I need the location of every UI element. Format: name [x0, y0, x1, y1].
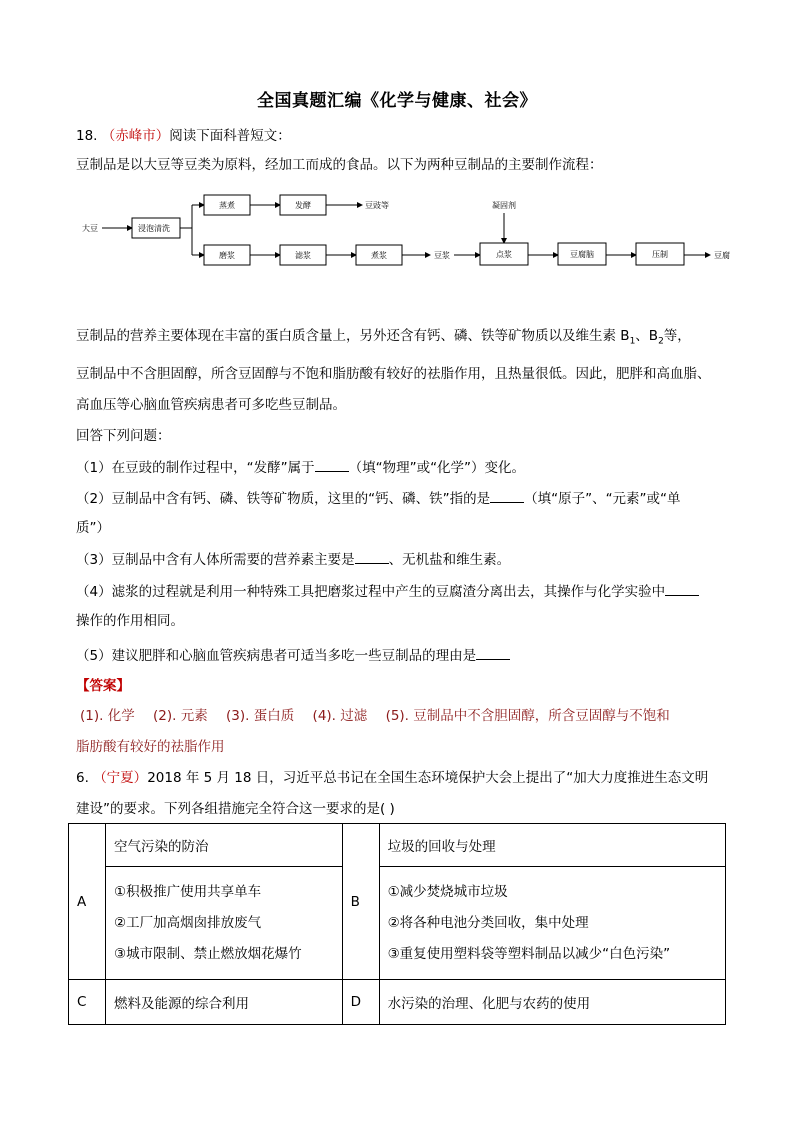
flow-step1: 浸泡清洗	[138, 224, 170, 233]
q18-intro: 阅读下面科普短文：	[169, 128, 291, 144]
option-c-heading: 燃料及能源的综合利用	[106, 980, 343, 1025]
q18-para2-text: 、B	[635, 328, 659, 344]
flow-r-c: 压制	[652, 250, 668, 259]
q18-para2-text: 豆制品的营养主要体现在丰富的蛋白质含量上，另外还含有钙、磷、铁等矿物质以及维生素 B	[76, 328, 630, 344]
answer-heading: 【答案】	[76, 678, 130, 694]
answer-blank[interactable]	[665, 581, 699, 596]
q18-sub3-text: （3）豆制品中含有人体所需要的营养素主要是	[76, 552, 355, 568]
flow-coagulant: 凝固剂	[492, 201, 516, 210]
q18-answer-prompt: 回答下列问题：	[76, 428, 171, 444]
option-b-items	[379, 867, 725, 980]
option-letter-c[interactable]: C	[69, 980, 106, 1025]
flow-top-a: 蒸煮	[219, 201, 235, 210]
option-letter-b[interactable]: B	[342, 824, 379, 980]
option-letter-d[interactable]: D	[342, 980, 379, 1025]
q18-para2-text: 等，	[663, 328, 691, 344]
flow-r-end: 豆腐	[714, 251, 730, 260]
q18-para1: 豆制品是以大豆等豆类为原料，经加工而成的食品。以下为两种豆制品的主要制作流程：	[76, 157, 603, 173]
answer-blank[interactable]	[315, 457, 349, 472]
option-b-item: ③重复使用塑料袋等塑料制品以减少“白色污染”	[387, 945, 671, 962]
option-b-item: ②将各种电池分类回收，集中处理	[387, 914, 589, 931]
option-a-item: ②工厂加高烟囱排放废气	[114, 914, 262, 931]
flow-r-b: 豆腐脑	[570, 250, 594, 259]
q6-number: 6.	[76, 770, 89, 786]
q18-sub2	[76, 488, 726, 509]
option-d-heading: 水污染的治理、化肥与农药的使用	[379, 980, 725, 1025]
flow-r-a: 点浆	[496, 250, 512, 259]
answer-line	[76, 706, 726, 726]
subscript-1: 1	[629, 336, 636, 347]
q18-sub1	[76, 457, 726, 478]
q6-line1	[76, 768, 726, 788]
q18-para2	[76, 326, 726, 352]
q18-source: （赤峰市）	[101, 128, 170, 144]
q18-header	[76, 126, 726, 146]
q18-sub2-text: （2）豆制品中含有钙、磷、铁等矿物质，这里的“钙、磷、铁”指的是	[76, 491, 491, 507]
q18-sub4-cont: 操作的作用相同。	[76, 613, 184, 629]
q18-para3: 豆制品中不含胆固醇，所含豆固醇与不饱和脂肪酸有较好的祛脂作用，且热量很低。因此，肥胖和高血脂、	[76, 366, 711, 382]
answer-blank[interactable]	[490, 488, 524, 503]
answer-blank[interactable]	[476, 645, 510, 660]
flow-bot-a: 磨浆	[219, 251, 235, 260]
answer-blank[interactable]	[355, 549, 389, 564]
option-a-item: ①积极推广使用共享单车	[114, 883, 262, 900]
option-a-items	[106, 867, 343, 980]
option-a-item: ③城市限制、禁止燃放烟花爆竹	[114, 945, 302, 962]
page-title: 全国真题汇编《化学与健康、社会》	[257, 91, 537, 111]
flow-start: 大豆	[82, 224, 98, 233]
q18-sub2-text: （填“原子”、“元素”或“单	[524, 491, 681, 507]
subscript-2: 2	[658, 336, 664, 347]
flow-top-end: 豆豉等	[365, 201, 389, 210]
answer-3: (3). 蛋白质	[226, 708, 295, 724]
flow-bot-c: 煮浆	[371, 251, 387, 260]
q18-number: 18.	[76, 128, 98, 144]
option-letter-a[interactable]: A	[69, 824, 106, 980]
q6-source: （宁夏）	[93, 770, 148, 786]
q6-line2: 建设”的要求。下列各组措施完全符合这一要求的是( )	[76, 801, 395, 817]
process-flowchart	[80, 185, 740, 275]
option-b-item: ①减少焚烧城市垃圾	[387, 883, 508, 900]
option-a-heading: 空气污染的防治	[106, 824, 343, 867]
answer-2: (2). 元素	[153, 708, 208, 724]
q18-sub3	[76, 549, 726, 570]
q18-sub1-text: （1）在豆豉的制作过程中，“发酵”属于	[76, 460, 315, 476]
q18-sub1-text: （填“物理”或“化学”）变化。	[348, 460, 526, 476]
option-b-heading: 垃圾的回收与处理	[379, 824, 725, 867]
answer-4: (4). 过滤	[312, 708, 368, 724]
q18-sub5-text: （5）建议肥胖和心脑血管疾病患者可适当多吃一些豆制品的理由是	[76, 648, 477, 664]
flow-bot-end: 豆浆	[434, 251, 450, 260]
q18-sub4-text: （4）滤浆的过程就是利用一种特殊工具把磨浆过程中产生的豆腐渣分离出去，其操作与化学实验中	[76, 584, 666, 600]
q18-sub2-cont: 质”）	[76, 520, 110, 536]
q6-options-table	[68, 823, 726, 1025]
q18-sub5	[76, 645, 726, 666]
q18-sub3-text: 、无机盐和维生素。	[388, 552, 511, 568]
q18-sub4	[76, 581, 726, 602]
flow-top-b: 发酵	[295, 201, 311, 210]
answer-5: (5). 豆制品中不含胆固醇，所含豆固醇与不饱和	[385, 708, 670, 724]
flowchart-svg	[80, 185, 740, 275]
q6-text: 2018 年 5 月 18 日，习近平总书记在全国生态环境保护大会上提出了“加大力度推进生态文明	[147, 770, 709, 786]
flow-bot-b: 滤浆	[295, 251, 311, 260]
answer-5-cont: 脂肪酸有较好的祛脂作用	[76, 739, 225, 755]
answer-1: (1). 化学	[80, 708, 135, 724]
q18-para4: 高血压等心脑血管疾病患者可多吃些豆制品。	[76, 397, 346, 413]
